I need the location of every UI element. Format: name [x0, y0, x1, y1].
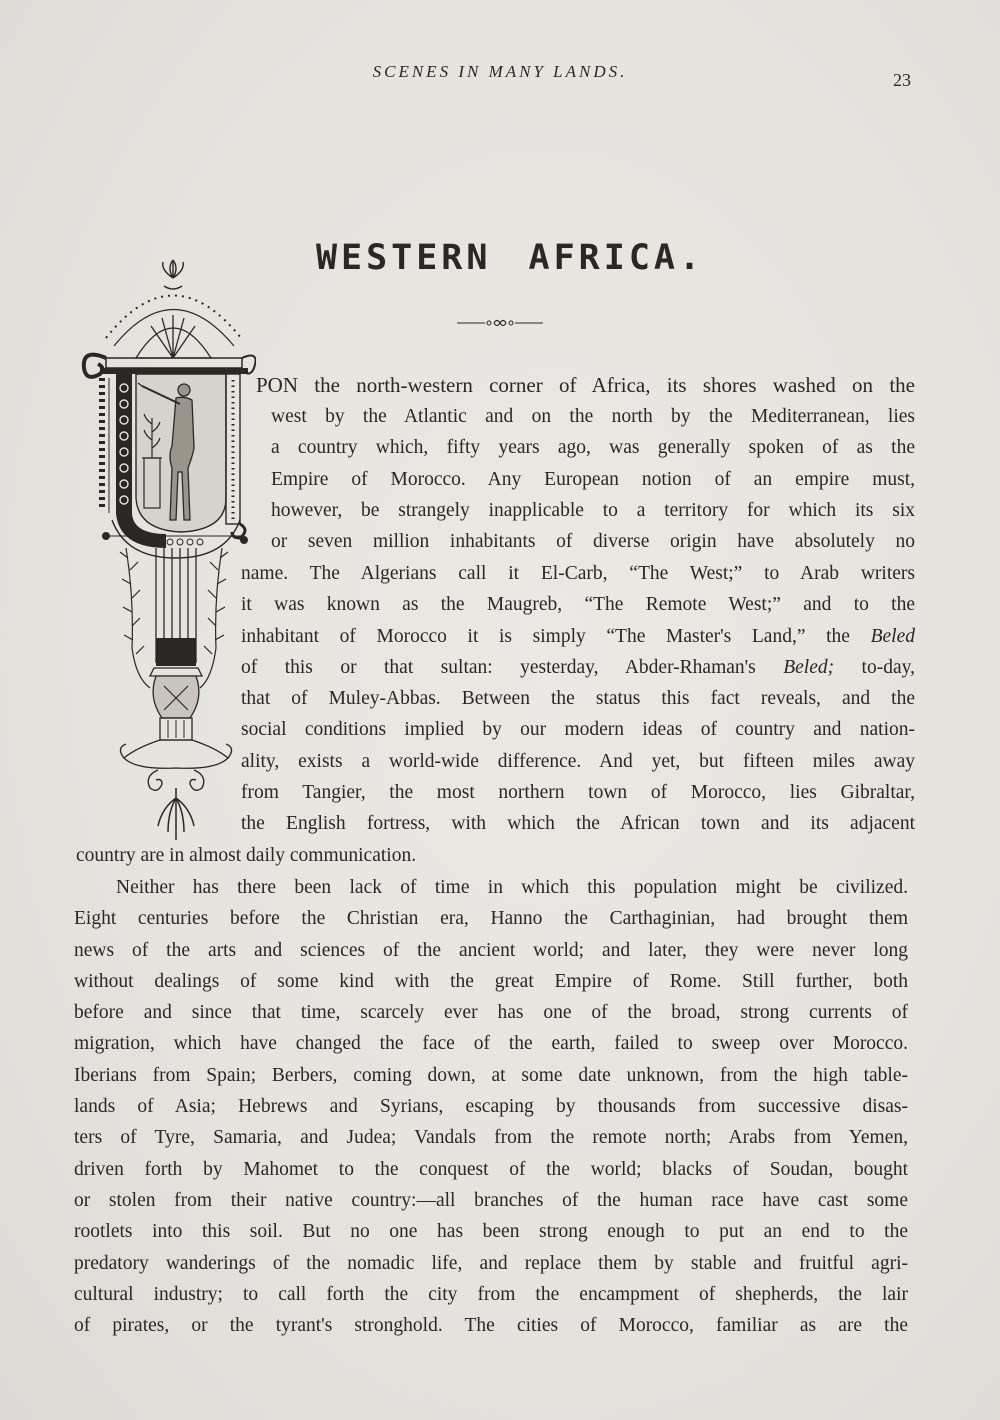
text-line: without dealings of some kind with the great Empire of Rome. Still further, both: [74, 970, 908, 992]
paragraph-1-block-b: [241, 558, 915, 840]
paragraph-1-block-a: [271, 401, 915, 557]
text-line: cultural industry; to call forth the city from the encampment of shepherds, the lair: [74, 1283, 908, 1305]
page-number: 23: [893, 70, 911, 90]
paragraph-1-upper: [256, 370, 915, 401]
ornamental-initial-u: [76, 258, 256, 843]
title-ornament-rule: [455, 316, 545, 330]
text-line: Eight centuries before the Christian era, Hanno the Carthaginian, had brought them: [74, 908, 908, 930]
paragraph-1-closing: [76, 840, 915, 871]
text-line: rootlets into this soil. But no one has been strong enough to put an end to the: [74, 1221, 908, 1243]
vine-right-icon: [200, 548, 228, 688]
text-line: predatory wanderings of the nomadic life, and replace them by stable and fruitful agri-: [74, 1252, 908, 1274]
text-line: ality, exists a world-wide difference. And yet, but fifteen miles away: [241, 750, 915, 772]
palmette-pendant-icon: [158, 788, 194, 840]
text-line: social conditions implied by our modern ideas of country and nation-: [241, 719, 915, 741]
text-line: driven forth by Mahomet to the conquest of the world; blacks of Soudan, bought: [74, 1158, 908, 1180]
text-line: or seven million inhabitants of diverse origin have absolutely no: [271, 531, 915, 553]
text-line: ters of Tyre, Samaria, and Judea; Vandals from the remote north; Arabs from Yemen,: [74, 1127, 908, 1149]
text-line: the English fortress, with which the African town and its adjacent: [241, 813, 915, 835]
text-line: of this or that sultan: yesterday, Abder-Rhaman's Beled; to-day,: [241, 656, 915, 678]
text-line: or stolen from their native country:—all branches of the human race have cast some: [74, 1189, 908, 1211]
text-line: before and since that time, scarcely ever has one of the broad, strong currents of: [74, 1002, 908, 1024]
text-line: of pirates, or the tyrant's stronghold. The cities of Morocco, familiar as are the: [74, 1315, 908, 1337]
text-line: country are in almost daily communication.: [76, 845, 417, 866]
text-line: Neither has there been lack of time in which this population might be civilized.: [116, 877, 908, 898]
running-head-text: SCENES IN MANY LANDS.: [372, 62, 628, 81]
text-line: it was known as the Maugreb, “The Remote West;” and to the: [241, 594, 915, 616]
text-line: Empire of Morocco. Any European notion of an empire must,: [271, 468, 915, 490]
text-line: lands of Asia; Hebrews and Syrians, escaping by thousands from successive disas-: [74, 1096, 908, 1118]
text-line: name. The Algerians call it El-Carb, “The West;” to Arab writers: [241, 563, 915, 584]
running-head: [0, 62, 1000, 82]
text-line: migration, which have changed the face of the earth, failed to sweep over Morocco.: [74, 1033, 908, 1055]
paragraph-2: [74, 872, 908, 1341]
text-line: a country which, fifty years ago, was generally spoken of as the: [271, 437, 915, 459]
text-line: however, be strangely inapplicable to a territory for which its six: [271, 499, 915, 521]
text-line: that of Muley-Abbas. Between the status this fact reveals, and the: [241, 688, 915, 710]
vine-left-icon: [120, 548, 150, 688]
palmette-finial-icon: [163, 260, 184, 289]
text-line: inhabitant of Morocco it is simply “The Master's Land,” the Beled: [241, 625, 915, 647]
text-line: Iberians from Spain; Berbers, coming down, at some date unknown, from the high table-: [74, 1064, 908, 1086]
text-line: news of the arts and sciences of the ancient world; and later, they were never long: [74, 939, 908, 961]
chapter-title: WESTERN AFRICA.: [315, 238, 705, 278]
text-line: west by the Atlantic and on the north by the Mediterranean, lies: [271, 406, 915, 427]
text-line: from Tangier, the most northern town of Morocco, lies Gibraltar,: [241, 782, 915, 804]
text-line: PON the north-western corner of Africa, its shores washed on the: [256, 373, 915, 397]
